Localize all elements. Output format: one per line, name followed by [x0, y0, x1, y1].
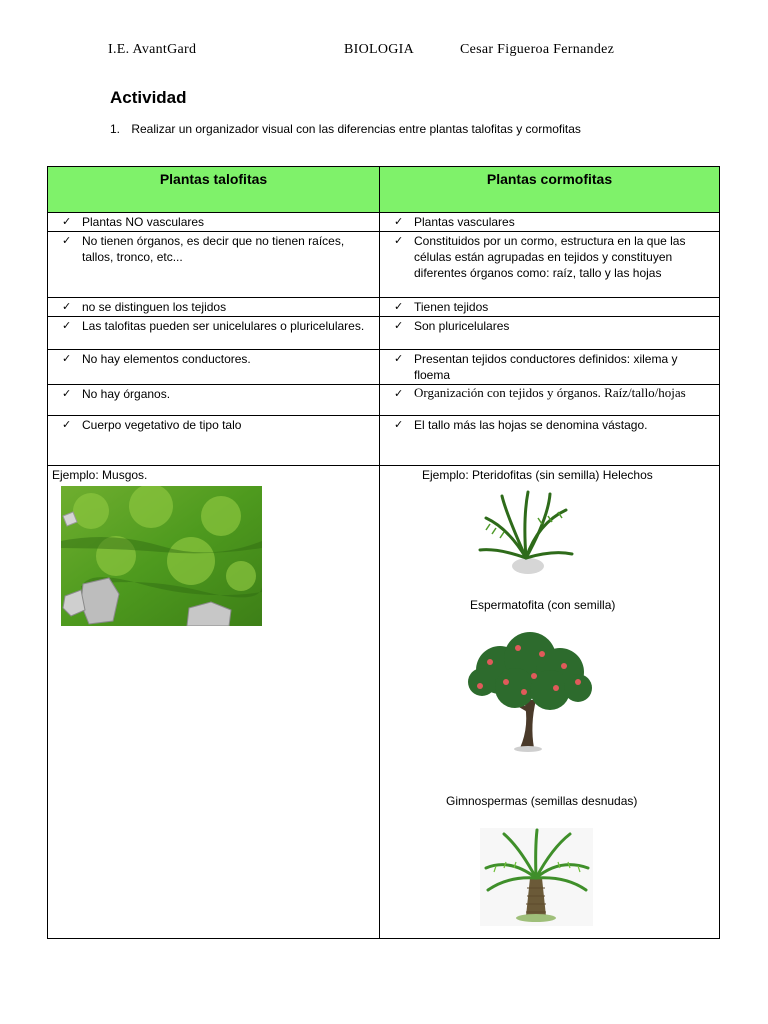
subject-name: BIOLOGIA [344, 42, 415, 57]
example-cormofitas [380, 466, 720, 939]
header-talofitas: Plantas talofitas [48, 167, 380, 213]
example-talofitas [48, 466, 380, 939]
examples-row [48, 466, 720, 939]
checkmark-icon: ✓ [394, 234, 404, 247]
row-text: Plantas vasculares [414, 215, 515, 229]
checkmark-icon: ✓ [394, 300, 404, 313]
checkmark-icon: ✓ [394, 387, 404, 400]
row-text: Son pluricelulares [414, 319, 510, 333]
table-row [48, 213, 720, 232]
row-text: No hay órganos. [82, 387, 171, 401]
checkmark-icon: ✓ [62, 234, 72, 247]
row-text: Presentan tejidos conductores definidos: xilema y floema [414, 352, 678, 382]
fern-image [478, 488, 574, 576]
page-title: Actividad [110, 88, 187, 107]
instruction-number: 1. [110, 122, 121, 136]
table-row [48, 416, 720, 466]
row-text: Plantas NO vasculares [82, 215, 205, 229]
checkmark-icon: ✓ [62, 418, 72, 431]
page-header [0, 42, 768, 62]
checkmark-icon: ✓ [394, 352, 404, 365]
row-text: no se distinguen los tejidos [82, 300, 227, 314]
row-text: Las talofitas pueden ser unicelulares o pluricelulares. [82, 319, 365, 333]
cycad-image [480, 828, 593, 926]
checkmark-icon: ✓ [394, 418, 404, 431]
table-row [48, 317, 720, 350]
comparison-table [47, 166, 720, 939]
school-name: I.E. AvantGard [108, 42, 197, 57]
instruction [110, 122, 581, 136]
tree-image [460, 630, 596, 754]
moss-image [61, 486, 262, 626]
row-text: Constituidos por un cormo, estructura en la que las células están agrupadas en tejidos y constituyen diferentes órganos como: raíz, tallo y las hojas [414, 234, 686, 280]
table-row [48, 385, 720, 416]
checkmark-icon: ✓ [62, 215, 72, 228]
checkmark-icon: ✓ [62, 319, 72, 332]
checkmark-icon: ✓ [62, 352, 72, 365]
checkmark-icon: ✓ [394, 319, 404, 332]
row-text: Cuerpo vegetativo de tipo talo [82, 418, 242, 432]
table-header-row [48, 167, 720, 213]
row-text: No tienen órganos, es decir que no tienen raíces, tallos, tronco, etc... [82, 234, 345, 264]
table-row [48, 232, 720, 298]
example-musgos-label: Ejemplo: Musgos. [52, 468, 148, 482]
checkmark-icon: ✓ [62, 387, 72, 400]
row-text: No hay elementos conductores. [82, 352, 251, 366]
row-text: Tienen tejidos [414, 300, 489, 314]
table-row [48, 298, 720, 317]
row-text: Organización con tejidos y órganos. Raíz/tallo/hojas [414, 385, 686, 400]
gimnospermas-label: Gimnospermas (semillas desnudas) [446, 794, 638, 808]
checkmark-icon: ✓ [394, 215, 404, 228]
instruction-text: Realizar un organizador visual con las diferencias entre plantas talofitas y cormofitas [131, 122, 581, 136]
table-row [48, 350, 720, 385]
row-text: El tallo más las hojas se denomina vástago. [414, 418, 648, 432]
author-name: Cesar Figueroa Fernandez [460, 42, 615, 57]
example-pteridofitas-label: Ejemplo: Pteridofitas (sin semilla) Helechos [422, 468, 653, 482]
espermatofita-label: Espermatofita (con semilla) [470, 598, 616, 612]
checkmark-icon: ✓ [62, 300, 72, 313]
header-cormofitas: Plantas cormofitas [380, 167, 720, 213]
